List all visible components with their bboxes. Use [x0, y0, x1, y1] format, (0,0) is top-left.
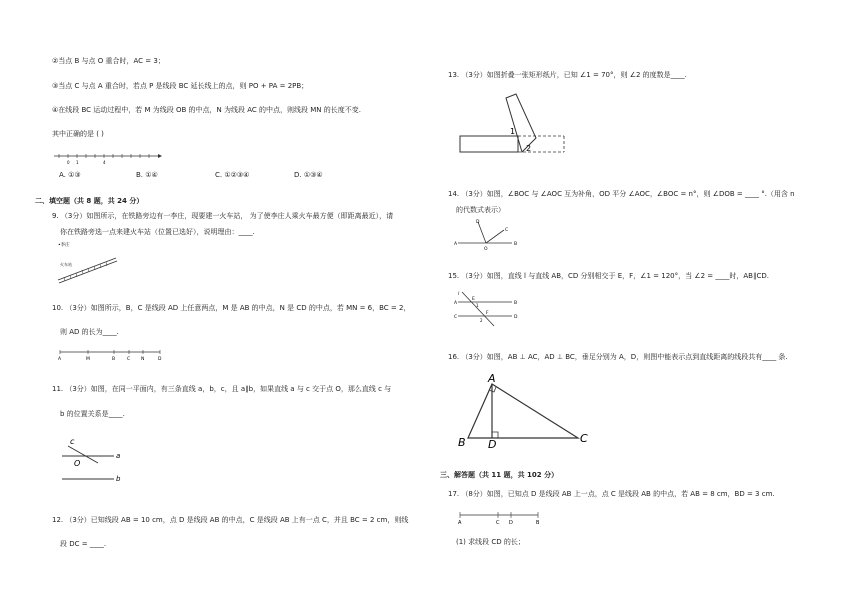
option-b: B. ①④	[136, 171, 158, 179]
point-a-label: A	[454, 301, 458, 306]
q17-segment-figure	[456, 510, 546, 526]
angle-1-label: 1	[476, 303, 479, 308]
point-d-label: D	[509, 520, 513, 526]
point-o-label: O	[484, 247, 488, 252]
q9-line-2: 你在铁路旁选一点来建火车站（位置已选好），说明理由：____.	[60, 228, 255, 236]
q10-line-2: 则 AD 的长为____.	[60, 328, 119, 336]
point-d-label: D	[476, 220, 480, 225]
q12-line-1: 12. （3分）已知线段 AB = 10 cm，点 D 是线段 AB 的中点，C 是线段 AB 上有一点 C，并且 BC = 2 cm，则线	[52, 516, 409, 524]
q12-line-2: 段 DC = ____.	[60, 540, 107, 548]
q14-angle-figure	[454, 218, 524, 254]
line-c-label: c	[70, 437, 75, 446]
question-prompt: 其中正确的是 ( )	[52, 130, 104, 138]
statement-3: ③当点 C 与点 A 重合时，若点 P 是线段 BC 延长线上的点，则 PO + PA = 2PB；	[52, 82, 309, 90]
q10-segment-figure	[58, 348, 168, 362]
q11-lines-figure	[62, 436, 152, 486]
q13-text: 13. （3分）如图折叠一张矩形纸片，已知 ∠1 = 70°，则 ∠2 的度数是____.	[448, 71, 687, 79]
line-b-label: b	[116, 475, 121, 483]
q16-triangle-figure	[456, 372, 596, 451]
option-c: C. ①②③④	[215, 171, 250, 179]
angle-2-label: 2	[526, 144, 532, 153]
foot-d-label: D	[488, 438, 497, 451]
q17-subquestion-1: (1) 求线段 CD 的长；	[456, 538, 525, 546]
point-c-label: C	[505, 228, 509, 233]
point-c-label: C	[127, 357, 131, 362]
q16-text: 16. （3分）如图，AB ⊥ AC，AD ⊥ BC，垂足分别为 A，D，则图中能表示点到直线距离的线段共有____ 条.	[448, 353, 788, 361]
q11-line-1: 11. （3分）如图，在同一平面内，有三条直线 a，b，c，且 a∥b，如果直线 a 与 c 交于点 O，那么直线 c 与	[52, 385, 392, 393]
vertex-a-label: A	[488, 372, 496, 385]
angle-1-label: 1	[510, 127, 516, 136]
q17-text: 17. （8分）如图，已知点 D 是线段 AB 上一点，点 C 是线段 AB 的中点，若 AB = 8 cm，BD = 3 cm.	[448, 490, 775, 498]
statement-4: ④在线段 BC 运动过程中，若 M 为线段 OB 的中点，N 为线段 AC 的中点，则线段 MN 的长度不变.	[52, 106, 361, 114]
q13-folded-paper-figure	[456, 90, 576, 160]
q14-line-1: 14. （3分）如图，∠BOC 与 ∠AOC 互为补角，OD 平分 ∠AOC，∠BOC = n°，则 ∠DOB = ____ °.（用含 n	[448, 190, 795, 198]
station-label: 火车站	[60, 262, 72, 267]
point-c-label: C	[454, 315, 458, 320]
point-e-label: E	[472, 297, 475, 302]
point-m-label: M	[86, 357, 90, 362]
q15-text: 15. （3分）如图，直线 l 与直线 AB，CD 分别相交于 E，F，∠1 = 120°，当 ∠2 = ____时，AB∥CD.	[448, 272, 769, 280]
vertex-c-label: C	[580, 432, 588, 445]
q15-transversal-figure	[454, 290, 524, 330]
section-2-heading: 二、填空题（共 8 题，共 24 分）	[35, 197, 144, 205]
village-label: •李庄	[58, 243, 70, 248]
option-d: D. ①③④	[294, 171, 323, 179]
line-a-label: a	[116, 452, 121, 460]
point-f-label: F	[486, 311, 489, 316]
point-d-label: D	[514, 315, 518, 320]
line-l-label: l	[458, 292, 460, 297]
angle-2-label: 2	[480, 318, 483, 323]
q14-line-2: 的代数式表示）	[456, 206, 505, 214]
point-c-label: C	[496, 520, 500, 526]
numline-label-1: 1	[76, 160, 79, 165]
point-b-label: B	[112, 357, 116, 362]
number-line-figure	[54, 152, 164, 166]
point-o-label: O	[74, 459, 81, 468]
point-a-label: A	[58, 357, 62, 362]
point-d-label: D	[158, 357, 162, 362]
numline-label-0: 0	[67, 160, 70, 165]
point-b-label: B	[514, 301, 518, 306]
point-n-label: N	[141, 357, 145, 362]
option-a: A. ①③	[59, 171, 81, 179]
statement-2: ②当点 B 与点 O 重合时，AC = 3；	[52, 57, 165, 65]
q10-line-1: 10. （3分）如图所示，B，C 是线段 AD 上任意两点，M 是 AB 的中点，N 是 CD 的中点，若 MN = 6，BC = 2，	[52, 304, 411, 312]
point-b-label: B	[536, 520, 540, 526]
point-b-label: B	[514, 242, 518, 247]
point-a-label: A	[458, 520, 462, 526]
q9-figure	[58, 240, 128, 284]
section-3-heading: 三、解答题（共 11 题，共 102 分）	[440, 471, 559, 479]
q9-line-1: 9. （3分）如图所示，在铁路旁边有一李庄，现要建一火车站， 为了使李庄人乘火车最方便（即距离最近），请	[52, 212, 394, 220]
point-a-label: A	[454, 242, 458, 247]
numline-label-4: 4	[103, 160, 106, 165]
vertex-b-label: B	[458, 436, 466, 449]
q11-line-2: b 的位置关系是____.	[60, 410, 125, 418]
